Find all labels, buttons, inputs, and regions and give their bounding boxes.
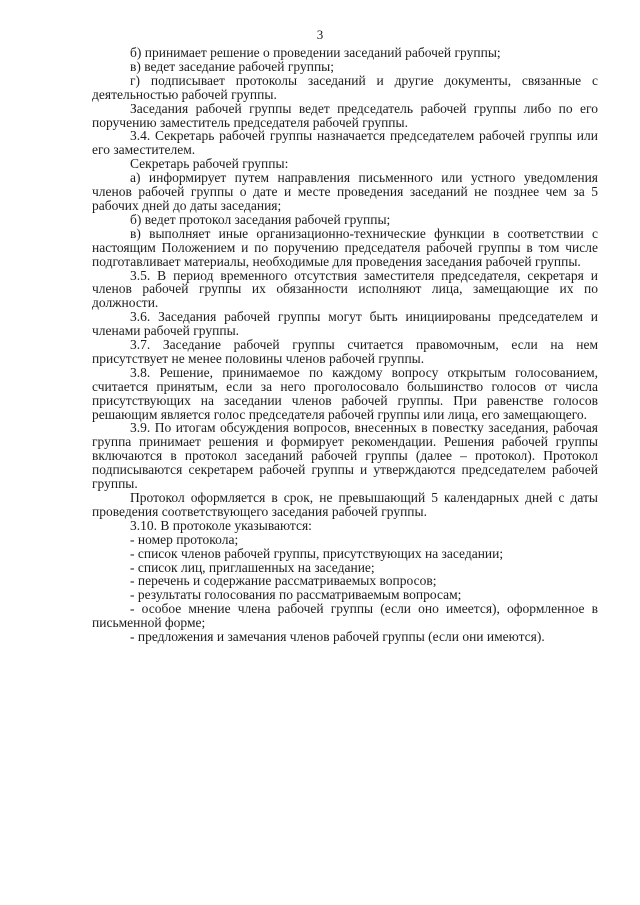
list-item: - результаты голосования по рассматриваемым вопросам; — [130, 587, 462, 603]
paragraph: в) выполняет иные организационно-технические функции в соответствии с настоящим Положением и по поручению председателя рабочей группы в том числе подготавливает материалы, необходимые для проведения заседания рабочей группы. — [92, 225, 598, 269]
document-body — [92, 46, 598, 644]
list-item: - номер протокола; — [130, 531, 239, 547]
section-3-6: 3.6. Заседания рабочей группы могут быть инициированы председателем и членами рабочей группы. — [92, 309, 598, 339]
list-item: - предложения и замечания членов рабочей группы (если они имеются). — [130, 629, 545, 645]
paragraph: г) подписывает протоколы заседаний и другие документы, связанные с деятельностью рабочей группы. — [92, 72, 598, 102]
section-3-9: 3.9. По итогам обсуждения вопросов, внесенных в повестку заседания, рабочая группа принимает решения и формирует рекомендации. Решения рабочей группы включаются в протокол заседаний рабочей группы (далее – протокол). Протокол подписываются секретарем рабочей группы и утверждаются председателем рабочей группы. — [92, 420, 598, 492]
section-3-10: 3.10. В протоколе указываются: — [130, 517, 312, 533]
paragraph: а) информирует путем направления письменного или устного уведомления членов рабочей группы о дате и месте проведения заседаний не позднее чем за 5 рабочих дней до даты заседания; — [92, 170, 598, 213]
list-item: - перечень и содержание рассматриваемых вопросов; — [130, 573, 437, 589]
section-3-5: 3.5. В период временного отсутствия заместителя председателя, секретаря и членов рабочей группы их обязанности исполняют лица, замещающие их по должности. — [92, 267, 598, 311]
paragraph: Секретарь рабочей группы: — [130, 156, 289, 172]
list-item: - список членов рабочей группы, присутствующих на заседании; — [130, 545, 504, 561]
paragraph: Заседания рабочей группы ведет председатель рабочей группы либо по его поручению заместитель председателя рабочей группы. — [92, 100, 598, 130]
list-item: - список лиц, приглашенных на заседание; — [130, 559, 375, 575]
section-3-7: 3.7. Заседание рабочей группы считается правомочным, если на нем присутствует не менее половины членов рабочей группы. — [92, 337, 598, 366]
paragraph: Протокол оформляется в срок, не превышающий 5 календарных дней с даты проведения соответствующего заседания рабочей группы. — [92, 490, 598, 519]
section-3-8: 3.8. Решение, принимаемое по каждому вопросу открытым голосованием, считается принятым, если за него проголосовало большинство голосов от числа присутствующих на заседании членов рабочей группы. При равенстве голосов решающим является голос председателя рабочей группы или лица, его замещающего. — [92, 364, 598, 422]
paragraph: б) ведет протокол заседания рабочей группы; — [130, 211, 391, 227]
section-3-4: 3.4. Секретарь рабочей группы назначается председателем рабочей группы или его заместителем. — [92, 128, 598, 158]
paragraph: б) принимает решение о проведении заседаний рабочей группы; — [130, 45, 501, 60]
paragraph: в) ведет заседание рабочей группы; — [130, 58, 334, 74]
page-number: 3 — [316, 27, 324, 42]
list-item: - особое мнение члена рабочей группы (если оно имеется), оформленное в письменной форме; — [92, 601, 598, 631]
